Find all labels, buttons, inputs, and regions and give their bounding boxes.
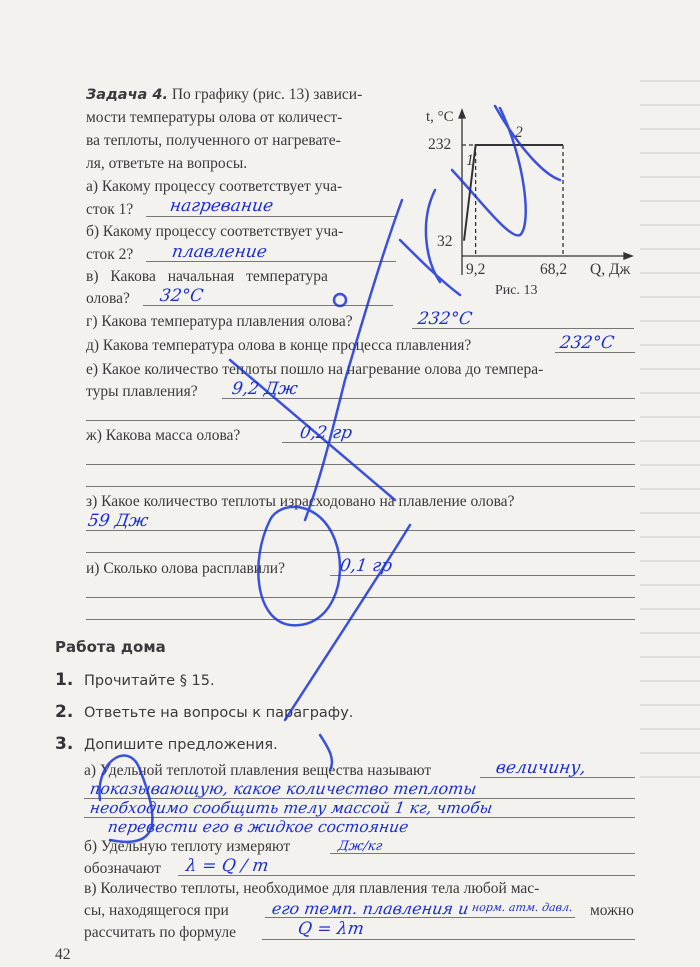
homework-item-3: Допишите предложения.: [84, 737, 278, 753]
x-tick-68-2: 68,2: [540, 261, 568, 278]
question-e-line2: туры плавления?: [86, 383, 198, 400]
answer-v: 32°С: [158, 286, 205, 306]
hw-question-v4: рассчитать по формуле: [84, 924, 237, 941]
question-a-line1: а) Какому процессу соответствует уча-: [86, 178, 343, 195]
task-title: Задача 4.: [86, 87, 168, 103]
homework-item-number: 1.: [55, 670, 74, 690]
temperature-curve: [464, 145, 563, 241]
task-intro-line-4: ля, ответьте на вопросы.: [86, 155, 248, 172]
question-z: з) Какое количество теплоты израсходовано на плавление олова?: [86, 493, 515, 510]
homework-title: Работа дома: [55, 638, 166, 656]
y-tick-232: 232: [428, 136, 452, 153]
question-a-line2: сток 1?: [86, 201, 134, 218]
figure-caption: Рис. 13: [495, 283, 538, 298]
hw-question-b2: обозначают: [84, 860, 161, 877]
answer-a: нагревание: [168, 196, 275, 216]
answer-b: плавление: [170, 242, 269, 262]
x-axis-arrow: [624, 253, 632, 259]
x-tick-9-2: 9,2: [466, 261, 486, 278]
hw-answer-a2: показывающую, какое количество теплоты: [88, 779, 478, 798]
hw-answer-a1: величину,: [494, 758, 588, 778]
hw-answer-v-formula: Q = λm: [296, 919, 366, 939]
answer-zh: 0,2 гр: [298, 423, 354, 443]
answer-i: 0,1 гр: [338, 556, 394, 576]
y-tick-32: 32: [437, 233, 453, 250]
question-i: и) Сколько олова расплавили?: [86, 560, 285, 577]
page-number: 42: [55, 946, 71, 963]
question-e-line1: е) Какое количество теплоты пошло на нагревание олова до темпера-: [86, 361, 544, 378]
hw-answer-b1: Дж/кг: [337, 839, 384, 854]
hw-answer-v-note: норм. атм. давл.: [471, 901, 574, 914]
homework-item-1: Прочитайте § 15.: [84, 673, 215, 689]
hw-question-a: а) Удельной теплотой плавления вещества называют: [84, 762, 432, 779]
segment-label-1: 1: [466, 152, 474, 169]
question-v-line2: олова?: [86, 290, 130, 307]
question-b-line2: сток 2?: [86, 246, 134, 263]
answer-z: 59 Дж: [86, 511, 150, 531]
task-intro-line-3: ва теплоты, полученного от нагревате-: [86, 132, 341, 149]
hw-question-b1: б) Удельную теплоту измеряют: [84, 838, 291, 855]
hw-question-v2: сы, находящегося при: [84, 902, 229, 919]
segment-label-2: 2: [515, 124, 523, 141]
homework-item-number: 2.: [55, 702, 74, 722]
question-g: г) Какова температура плавления олова?: [86, 313, 353, 330]
question-zh: ж) Какова масса олова?: [86, 427, 241, 444]
hw-answer-v-condition: его темп. плавления и: [270, 899, 470, 918]
x-axis-label: Q, Дж: [590, 261, 631, 278]
answer-line: [262, 939, 635, 940]
question-b-line1: б) Какому процессу соответствует уча-: [86, 223, 344, 240]
y-axis-label: t, °C: [426, 109, 454, 125]
y-axis-arrow: [459, 110, 465, 118]
hw-answer-b2: λ = Q / m: [184, 856, 270, 876]
task-intro-line-2: мости температуры олова от количест-: [86, 109, 343, 126]
homework-item-2: Ответьте на вопросы к параграфу.: [84, 705, 354, 721]
hw-question-v3: можно: [590, 902, 634, 919]
answer-e: 9,2 Дж: [230, 379, 299, 399]
homework-item-number: 3.: [55, 734, 74, 754]
answer-g: 232°С: [416, 309, 474, 329]
hw-question-v1: в) Количество теплоты, необходимое для плавления тела любой мас-: [84, 880, 540, 897]
hw-answer-a4: перевести его в жидкое состояние: [106, 818, 410, 836]
task-intro-text: По графику (рис. 13) зависи-: [171, 86, 363, 103]
question-d: д) Какова температура олова в конце процесса плавления?: [86, 337, 472, 354]
hw-answer-a3: необходимо сообщить телу массой 1 кг, чтобы: [88, 799, 494, 817]
answer-d: 232°С: [558, 333, 616, 353]
question-v-line1: в) Какова начальная температура: [86, 268, 328, 285]
